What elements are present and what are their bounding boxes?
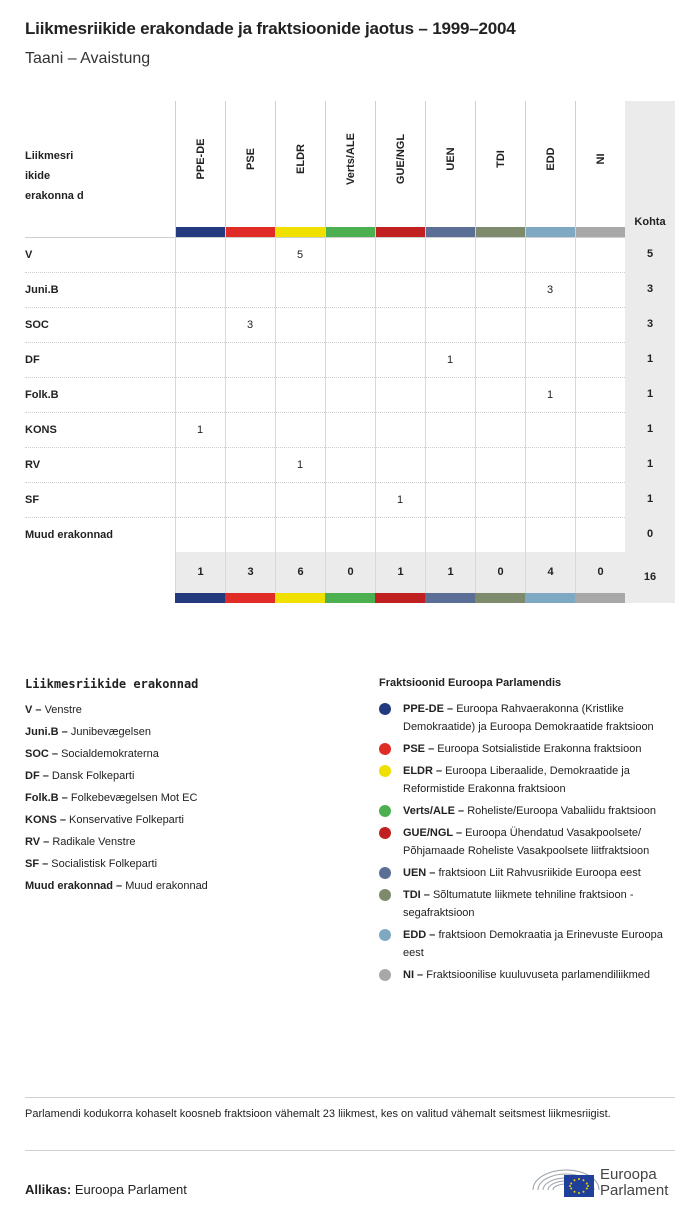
national-parties-legend-title: Liikmesriikide erakonnad [25,677,199,691]
legend-code: KONS – [25,814,66,826]
table-cell [475,308,525,342]
legend-code: Muud erakonnad – [25,880,123,892]
group-legend-item [379,700,675,736]
table-cell [375,273,425,307]
group-legend-item [379,864,675,882]
row-party-label: SOC [25,319,49,331]
table-cell [375,413,425,447]
table-cell [425,413,475,447]
table-cell [575,518,625,552]
group-color-bar [275,593,325,603]
row-party-label: Folk.B [25,389,59,401]
group-total: 0 [575,552,625,593]
national-party-legend-item [25,875,345,897]
group-total: 0 [475,552,525,593]
group-header-gue-ngl [375,101,425,237]
legend-code: NI – [403,969,424,981]
table-row [25,412,675,447]
national-party-legend-item [25,743,345,765]
legend-name: Roheliste/Euroopa Vabaliidu fraktsioon [464,805,656,817]
source-value: Euroopa Parlament [74,1182,187,1197]
national-party-legend-item [25,721,345,743]
table-cell [325,308,375,342]
group-color-bar [376,227,425,237]
table-cell [525,308,575,342]
group-color-bar [526,227,575,237]
group-header-label: NI [594,153,607,165]
group-header-verts-ale [325,101,375,237]
legend-name: Euroopa Ühendatud Vasakpoolsete/ Põhjamaade Roheliste Vasakpoolsete liitfraktsioon [403,827,650,857]
table-cell [325,343,375,377]
group-color-bar [276,227,325,237]
divider [25,1150,675,1151]
group-color-dot-icon [379,867,391,879]
group-legend-item [379,886,675,922]
table-cell [325,448,375,482]
group-legend-item [379,824,675,860]
group-color-dot-icon [379,805,391,817]
table-cell [475,343,525,377]
footnote: Parlamendi kodukorra kohaselt koosneb fraktsioon vähemalt 23 liikmest, kes on valitud vähemalt seitsmest liikmesriigist. [25,1108,611,1120]
group-total: 6 [275,552,325,593]
table-cell [525,343,575,377]
group-total: 0 [325,552,375,593]
legend-code: SF – [25,858,49,870]
table-cell [525,518,575,552]
table-cell: 5 [296,249,304,261]
group-header-ppe-de [175,101,225,237]
table-row [25,517,675,552]
table-row [25,377,675,412]
group-header-label: TDI [494,150,507,168]
table-cell [175,238,225,272]
legend-code: RV – [25,836,50,848]
groups-legend [379,700,675,988]
group-color-dot-icon [379,827,391,839]
table-cell [175,448,225,482]
table-cell [325,378,375,412]
legend-name: fraktsioon Demokraatia ja Erinevuste Euroopa eest [403,929,663,959]
table-cell [175,483,225,517]
distribution-table [25,101,675,603]
national-party-legend-item [25,699,345,721]
group-header-label: EDD [544,147,557,171]
table-cell [375,448,425,482]
table-cell [275,518,325,552]
legend-name: Radikale Venstre [49,836,136,848]
group-header-label: PPE-DE [194,138,207,180]
party-column-header: Liikmesri ikide erakonna d [25,150,84,202]
table-cell [425,518,475,552]
legend-code: PSE – [403,743,435,755]
row-total: 1 [625,342,675,377]
table-cell [575,483,625,517]
legend-code: SOC – [25,748,59,760]
row-party-label: Juni.B [25,284,59,296]
group-header-label: UEN [444,147,457,171]
total-column-header [625,101,675,237]
table-cell [575,343,625,377]
national-party-legend-item [25,853,345,875]
table-cell: 1 [546,389,554,401]
table-cell: 1 [446,354,454,366]
page-subtitle: Taani – Avaistung [25,50,151,67]
group-color-dot-icon [379,743,391,755]
legend-name: Konservative Folkeparti [65,814,184,826]
table-cell [375,308,425,342]
row-party-label: V [25,249,33,261]
row-total: 1 [625,377,675,412]
group-color-bar [225,593,275,603]
table-cell [575,378,625,412]
group-header-edd [525,101,575,237]
legend-name: Muud erakonnad [122,880,208,892]
row-total: 1 [625,447,675,482]
group-legend-item [379,966,675,984]
legend-name: Folkebevægelsen Mot EC [67,792,198,804]
legend-code: V – [25,704,42,716]
group-color-bar [176,227,225,237]
row-total: 5 [625,237,675,272]
table-cell [175,518,225,552]
table-cell: 3 [246,319,254,331]
table-cell [525,448,575,482]
group-legend-item [379,762,675,798]
table-cell [575,308,625,342]
total-column-header-label: Kohta [634,216,666,228]
table-cell [375,518,425,552]
group-color-bar [175,593,225,603]
group-color-dot-icon [379,889,391,901]
table-cell [175,343,225,377]
table-row [25,447,675,482]
page-title: Liikmesriikide erakondade ja fraktsioonide jaotus – 1999–2004 [25,19,516,38]
group-color-dot-icon [379,765,391,777]
table-row [25,272,675,307]
row-party-label: KONS [25,424,57,436]
table-cell [525,413,575,447]
table-cell [425,273,475,307]
row-total: 1 [625,482,675,517]
source-line [25,1182,187,1197]
group-header-pse [225,101,275,237]
row-total: 1 [625,412,675,447]
group-header-ni [575,101,625,237]
national-party-legend-item [25,831,345,853]
group-color-dot-icon [379,969,391,981]
group-header-label: PSE [244,147,257,171]
group-header-uen [425,101,475,237]
table-cell [175,308,225,342]
legend-name: Euroopa Liberaalide, Demokraatide ja Reformistide Erakonna fraktsioon [403,765,630,795]
legend-name: fraktsioon Liit Rahvusriikide Euroopa eest [435,867,641,879]
logo-line-1: Euroopa [600,1166,657,1183]
table-cell [325,518,375,552]
table-cell [475,413,525,447]
group-header-label: ELDR [294,144,307,174]
group-header-tdi [475,101,525,237]
legend-code: Verts/ALE – [403,805,465,817]
table-cell [575,273,625,307]
legend-code: Juni.B – [25,726,68,738]
row-party-label: RV [25,459,41,471]
legend-code: ELDR – [403,765,443,777]
table-cell [275,273,325,307]
group-header-label: Verts/ALE [344,133,357,185]
table-cell [575,238,625,272]
legend-code: TDI – [403,889,430,901]
table-cell [325,238,375,272]
legend-code: Folk.B – [25,792,68,804]
group-total: 1 [425,552,475,593]
legend-name: Fraktsioonilise kuuluvuseta parlamendiliikmed [423,969,651,981]
table-cell: 1 [296,459,304,471]
group-total: 3 [225,552,275,593]
group-legend-item [379,926,675,962]
table-cell [475,273,525,307]
group-color-bar [375,593,425,603]
table-cell [325,413,375,447]
grand-total: 16 [625,552,675,603]
table-cell [525,483,575,517]
table-cell [225,518,275,552]
table-cell [175,378,225,412]
table-cell [275,413,325,447]
table-cell [225,378,275,412]
table-cell [225,483,275,517]
source-label: Allikas: [25,1182,72,1197]
table-cell: 3 [546,284,554,296]
table-cell [425,483,475,517]
group-legend-item [379,802,675,820]
legend-name: Dansk Folkeparti [48,770,135,782]
group-header-label: GUE/NGL [394,133,407,185]
group-legend-item [379,740,675,758]
national-party-legend-item [25,809,345,831]
table-cell [425,238,475,272]
group-color-bar [425,593,475,603]
table-cell [275,343,325,377]
table-cell [475,448,525,482]
group-color-bar [326,227,375,237]
table-row [25,342,675,377]
table-row [25,307,675,342]
legend-code: PPE-DE – [403,703,454,715]
table-cell [475,518,525,552]
table-cell [325,273,375,307]
legend-name: Euroopa Rahvaerakonna (Kristlike Demokraatide) ja Euroopa Demokraatide fraktsioon [403,703,654,733]
group-total: 1 [375,552,425,593]
row-party-label: SF [25,494,40,506]
national-parties-legend [25,699,345,897]
group-header-eldr [275,101,325,237]
national-party-legend-item [25,765,345,787]
row-total: 3 [625,307,675,342]
logo-line-2: Parlament [600,1182,669,1199]
table-cell [425,378,475,412]
table-cell [225,343,275,377]
table-cell: 1 [396,494,404,506]
table-cell [225,273,275,307]
group-color-dot-icon [379,703,391,715]
table-cell [425,308,475,342]
group-total: 1 [175,552,225,593]
legend-code: UEN – [403,867,436,879]
table-cell [225,238,275,272]
table-cell [575,448,625,482]
table-cell [575,413,625,447]
group-color-bar [325,593,375,603]
row-party-label: DF [25,354,40,366]
divider [25,1097,675,1098]
table-cell [225,413,275,447]
group-color-bar [226,227,275,237]
table-cell [275,308,325,342]
legend-name: Venstre [41,704,82,716]
legend-name: Junibevægelsen [67,726,151,738]
table-cell [375,343,425,377]
table-cell [475,238,525,272]
table-cell [375,238,425,272]
legend-name: Euroopa Sotsialistide Erakonna fraktsioon [434,743,642,755]
table-row [25,482,675,517]
legend-code: EDD – [403,929,436,941]
totals-row [175,552,675,603]
table-cell [275,378,325,412]
national-party-legend-item [25,787,345,809]
table-cell [475,378,525,412]
logo-text [600,1167,668,1199]
group-color-bar [476,227,525,237]
group-color-bar [575,593,625,603]
group-color-bar [475,593,525,603]
legend-code: DF – [25,770,49,782]
groups-legend-title: Fraktsioonid Euroopa Parlamendis [379,677,562,689]
table-cell [175,273,225,307]
table-cell: 1 [196,424,204,436]
group-total: 4 [525,552,575,593]
legend-code: GUE/NGL – [403,827,463,839]
table-cell [525,238,575,272]
group-color-bar [426,227,475,237]
table-row [25,237,675,272]
table-cell [475,483,525,517]
table-cell [275,483,325,517]
legend-name: Sõltumatute liikmete tehniline fraktsioon - segafraktsioon [403,889,634,919]
row-total: 3 [625,272,675,307]
table-cell [225,448,275,482]
table-cell [425,448,475,482]
group-color-dot-icon [379,929,391,941]
table-cell [375,378,425,412]
group-color-bar [525,593,575,603]
row-party-label: Muud erakonnad [25,529,114,541]
group-color-bar [576,227,625,237]
legend-name: Socialistisk Folkeparti [48,858,158,870]
legend-name: Socialdemokraterna [58,748,159,760]
table-cell [325,483,375,517]
row-total: 0 [625,517,675,552]
